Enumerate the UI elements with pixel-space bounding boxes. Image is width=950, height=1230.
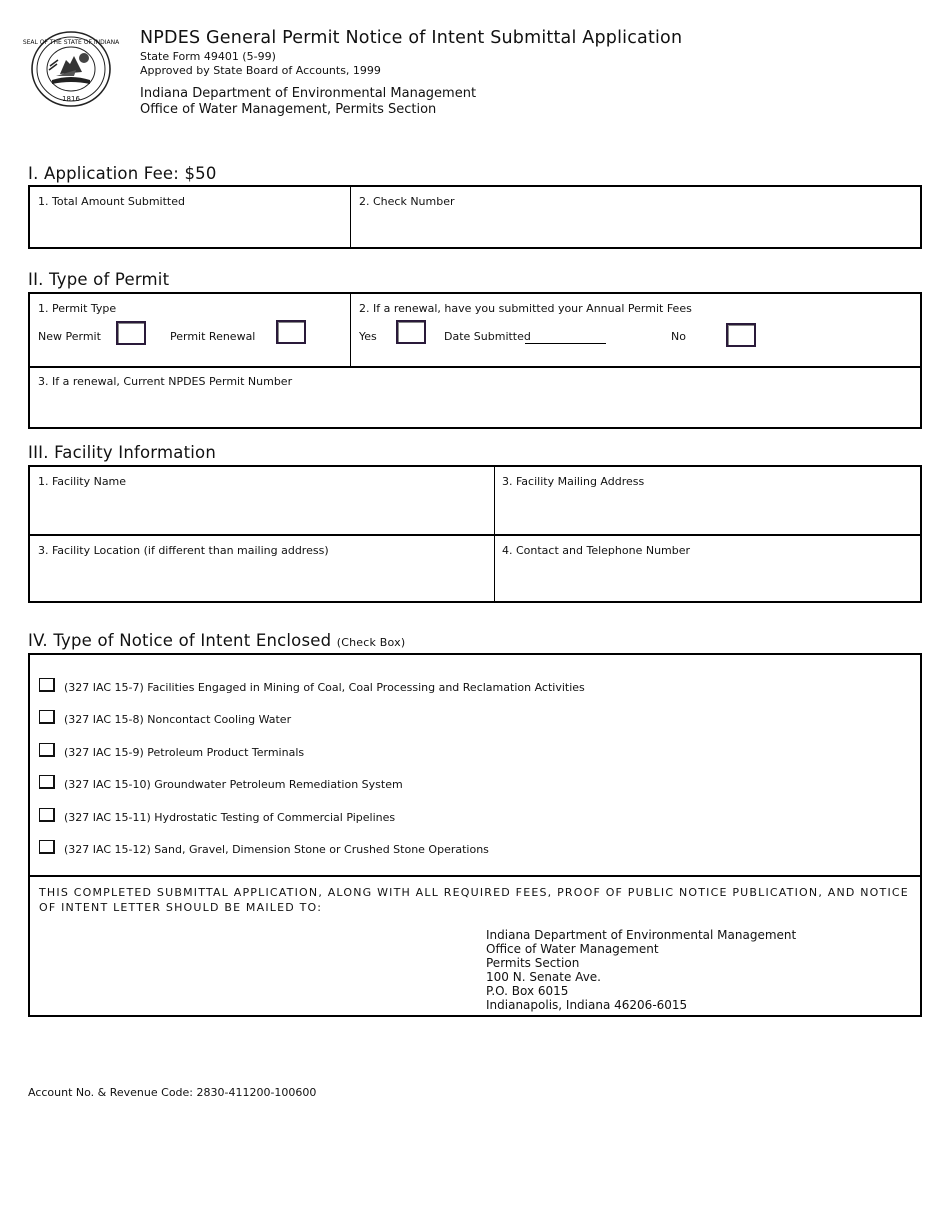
- yes-label: Yes: [359, 330, 377, 343]
- date-submitted-label: Date Submitted: [444, 330, 531, 343]
- check-number-field[interactable]: [352, 187, 920, 247]
- facility-name-label: 1. Facility Name: [38, 475, 127, 488]
- department-name: Indiana Department of Environmental Management: [140, 86, 477, 101]
- form-number: State Form 49401 (5-99): [140, 50, 276, 63]
- option-checkbox[interactable]: [39, 808, 55, 822]
- svg-text:SEAL OF THE STATE OF INDIANA: SEAL OF THE STATE OF INDIANA: [22, 39, 120, 46]
- new-permit-checkbox[interactable]: [116, 321, 146, 345]
- account-revenue-code: Account No. & Revenue Code: 2830-411200-100600: [28, 1086, 317, 1099]
- address-line: Office of Water Management: [486, 942, 659, 956]
- permit-number-field[interactable]: [30, 368, 920, 427]
- total-amount-field[interactable]: [30, 187, 350, 247]
- mailing-instructions-text: THIS COMPLETED SUBMITTAL APPLICATION, ALONG WITH ALL REQUIRED FEES, PROOF OF PUBLIC NOTICE PUBLICATION, AND NOTICE OF INTENT LETTER SHOULD BE MAILED TO:: [39, 886, 909, 914]
- option-checkbox[interactable]: [39, 840, 55, 854]
- option-label: (327 IAC 15-7) Facilities Engaged in Mining of Coal, Coal Processing and Reclamation Activities: [64, 681, 585, 694]
- check-box-note: (Check Box): [336, 636, 406, 649]
- annual-fees-label: 2. If a renewal, have you submitted your Annual Permit Fees: [359, 302, 692, 315]
- mailing-address-block: [486, 928, 796, 1012]
- permit-renewal-checkbox[interactable]: [276, 320, 306, 344]
- section-notice-type-title: [28, 631, 405, 650]
- address-line: P.O. Box 6015: [486, 984, 569, 998]
- no-label: No: [671, 330, 686, 343]
- section-application-fee-title: I. Application Fee: $50: [28, 164, 217, 183]
- facility-location-label: 3. Facility Location (if different than mailing address): [38, 544, 329, 557]
- fees-no-checkbox[interactable]: [726, 323, 756, 347]
- facility-info-box: [28, 465, 922, 603]
- approval-note: Approved by State Board of Accounts, 1999: [140, 64, 381, 77]
- facility-name-field[interactable]: [30, 467, 494, 534]
- option-label: (327 IAC 15-10) Groundwater Petroleum Remediation System: [64, 778, 403, 791]
- permit-renewal-label: Permit Renewal: [170, 330, 256, 343]
- option-checkbox[interactable]: [39, 678, 55, 692]
- fees-yes-checkbox[interactable]: [396, 320, 426, 344]
- check-number-label: 2. Check Number: [359, 195, 455, 208]
- address-line: Indiana Department of Environmental Management: [486, 928, 797, 942]
- form-title: NPDES General Permit Notice of Intent Submittal Application: [140, 28, 683, 48]
- application-fee-box: [28, 185, 922, 249]
- permit-type-box: [28, 292, 922, 429]
- option-checkbox[interactable]: [39, 743, 55, 757]
- address-line: 100 N. Senate Ave.: [486, 970, 601, 984]
- permit-type-label: 1. Permit Type: [38, 302, 117, 315]
- contact-field[interactable]: [496, 536, 920, 601]
- address-line: Permits Section: [486, 956, 580, 970]
- total-amount-label: 1. Total Amount Submitted: [38, 195, 185, 208]
- option-checkbox[interactable]: [39, 710, 55, 724]
- option-label: (327 IAC 15-9) Petroleum Product Terminals: [64, 746, 305, 759]
- mailing-instructions: [30, 877, 920, 1015]
- permit-number-label: 3. If a renewal, Current NPDES Permit Number: [38, 375, 293, 388]
- svg-text:1816: 1816: [62, 95, 80, 103]
- option-label: (327 IAC 15-8) Noncontact Cooling Water: [64, 713, 292, 726]
- mailing-address-field[interactable]: [496, 467, 920, 534]
- date-submitted-field[interactable]: [525, 330, 606, 344]
- contact-label: 4. Contact and Telephone Number: [502, 544, 691, 557]
- notice-type-box: [28, 653, 922, 1017]
- address-line: Indianapolis, Indiana 46206-6015: [486, 998, 688, 1012]
- section-notice-type-text: IV. Type of Notice of Intent Enclosed: [28, 631, 332, 650]
- new-permit-label: New Permit: [38, 330, 101, 343]
- mailing-address-label: 3. Facility Mailing Address: [502, 475, 645, 488]
- section-facility-title: III. Facility Information: [28, 443, 216, 462]
- option-label: (327 IAC 15-11) Hydrostatic Testing of Commercial Pipelines: [64, 811, 396, 824]
- option-label: (327 IAC 15-12) Sand, Gravel, Dimension Stone or Crushed Stone Operations: [64, 843, 489, 856]
- state-seal-logo: [22, 30, 120, 108]
- office-name: Office of Water Management, Permits Section: [140, 102, 437, 117]
- option-checkbox[interactable]: [39, 775, 55, 789]
- facility-location-field[interactable]: [30, 536, 494, 601]
- section-permit-type-title: II. Type of Permit: [28, 270, 170, 289]
